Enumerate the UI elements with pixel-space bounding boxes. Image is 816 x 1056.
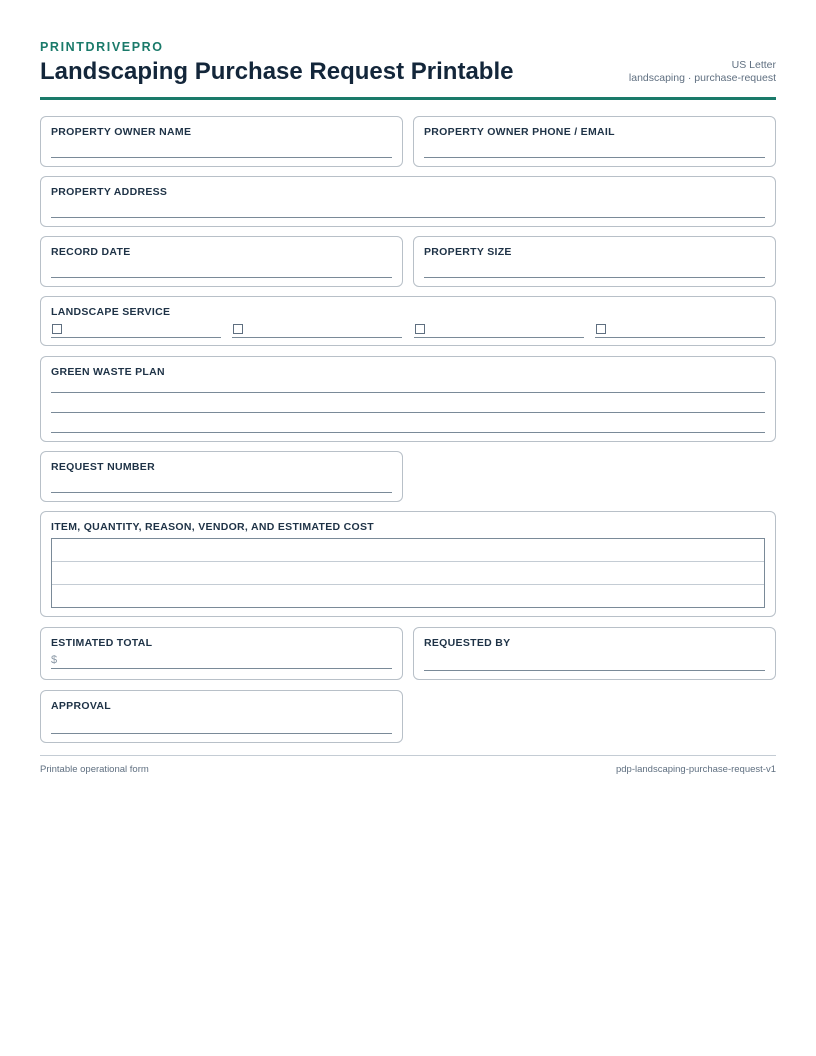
requested-by-label: REQUESTED BY — [424, 637, 511, 649]
property-address-label: PROPERTY ADDRESS — [51, 186, 168, 198]
footer-divider — [40, 755, 776, 756]
property-address-input-line[interactable] — [51, 217, 765, 218]
items-table-field — [40, 511, 776, 617]
service-option-4-checkbox[interactable] — [596, 324, 606, 334]
owner-name-field — [40, 116, 403, 167]
record-date-label: RECORD DATE — [51, 246, 131, 258]
request-number-label: REQUEST NUMBER — [51, 461, 155, 473]
owner-contact-input-line[interactable] — [424, 157, 765, 158]
service-option-2-line[interactable] — [232, 337, 402, 338]
request-number-input-line[interactable] — [51, 492, 392, 493]
request-number-field — [40, 451, 403, 502]
owner-contact-label: PROPERTY OWNER PHONE / EMAIL — [424, 126, 615, 138]
requested-by-input-line[interactable] — [424, 670, 765, 671]
service-option-3-line[interactable] — [414, 337, 584, 338]
approval-field — [40, 690, 403, 743]
estimated-total-label: ESTIMATED TOTAL — [51, 637, 153, 649]
approval-input-line[interactable] — [51, 733, 392, 734]
form-tags: landscaping · purchase-request — [628, 72, 776, 84]
property-size-input-line[interactable] — [424, 277, 765, 278]
service-option-3-checkbox[interactable] — [415, 324, 425, 334]
form-id: pdp-landscaping-purchase-request-v1 — [615, 764, 776, 775]
service-option-1-checkbox[interactable] — [52, 324, 62, 334]
record-date-input-line[interactable] — [51, 277, 392, 278]
footer-note: Printable operational form — [40, 764, 149, 775]
property-size-label: PROPERTY SIZE — [424, 246, 512, 258]
owner-contact-field — [413, 116, 776, 167]
green-waste-plan-label: GREEN WASTE PLAN — [51, 366, 165, 378]
service-option-4-line[interactable] — [595, 337, 765, 338]
currency-symbol: $ — [51, 654, 58, 666]
property-address-field — [40, 176, 776, 227]
green-waste-line-2[interactable] — [51, 412, 765, 413]
requested-by-field — [413, 627, 776, 680]
table-row[interactable] — [52, 562, 764, 585]
green-waste-plan-field — [40, 356, 776, 442]
green-waste-line-1[interactable] — [51, 392, 765, 393]
form-meta — [629, 59, 776, 85]
record-date-field — [40, 236, 403, 287]
approval-label: APPROVAL — [51, 700, 111, 712]
owner-name-label: PROPERTY OWNER NAME — [51, 126, 192, 138]
estimated-total-input-line[interactable] — [51, 668, 392, 669]
paper-size: US Letter — [731, 59, 776, 71]
items-table-label: ITEM, QUANTITY, REASON, VENDOR, AND ESTIMATED COST — [51, 521, 375, 533]
items-table — [51, 538, 765, 608]
brand-name: PRINTDRIVEPRO — [40, 40, 164, 54]
page-title: Landscaping Purchase Request Printable — [40, 58, 514, 85]
green-waste-line-3[interactable] — [51, 432, 765, 433]
owner-name-input-line[interactable] — [51, 157, 392, 158]
property-size-field — [413, 236, 776, 287]
estimated-total-field — [40, 627, 403, 680]
header-divider — [40, 97, 776, 100]
landscape-service-label: LANDSCAPE SERVICE — [51, 306, 171, 318]
service-option-2-checkbox[interactable] — [233, 324, 243, 334]
table-row[interactable] — [52, 585, 764, 608]
service-option-1-line[interactable] — [51, 337, 221, 338]
table-row[interactable] — [52, 539, 764, 562]
landscape-service-field — [40, 296, 776, 346]
